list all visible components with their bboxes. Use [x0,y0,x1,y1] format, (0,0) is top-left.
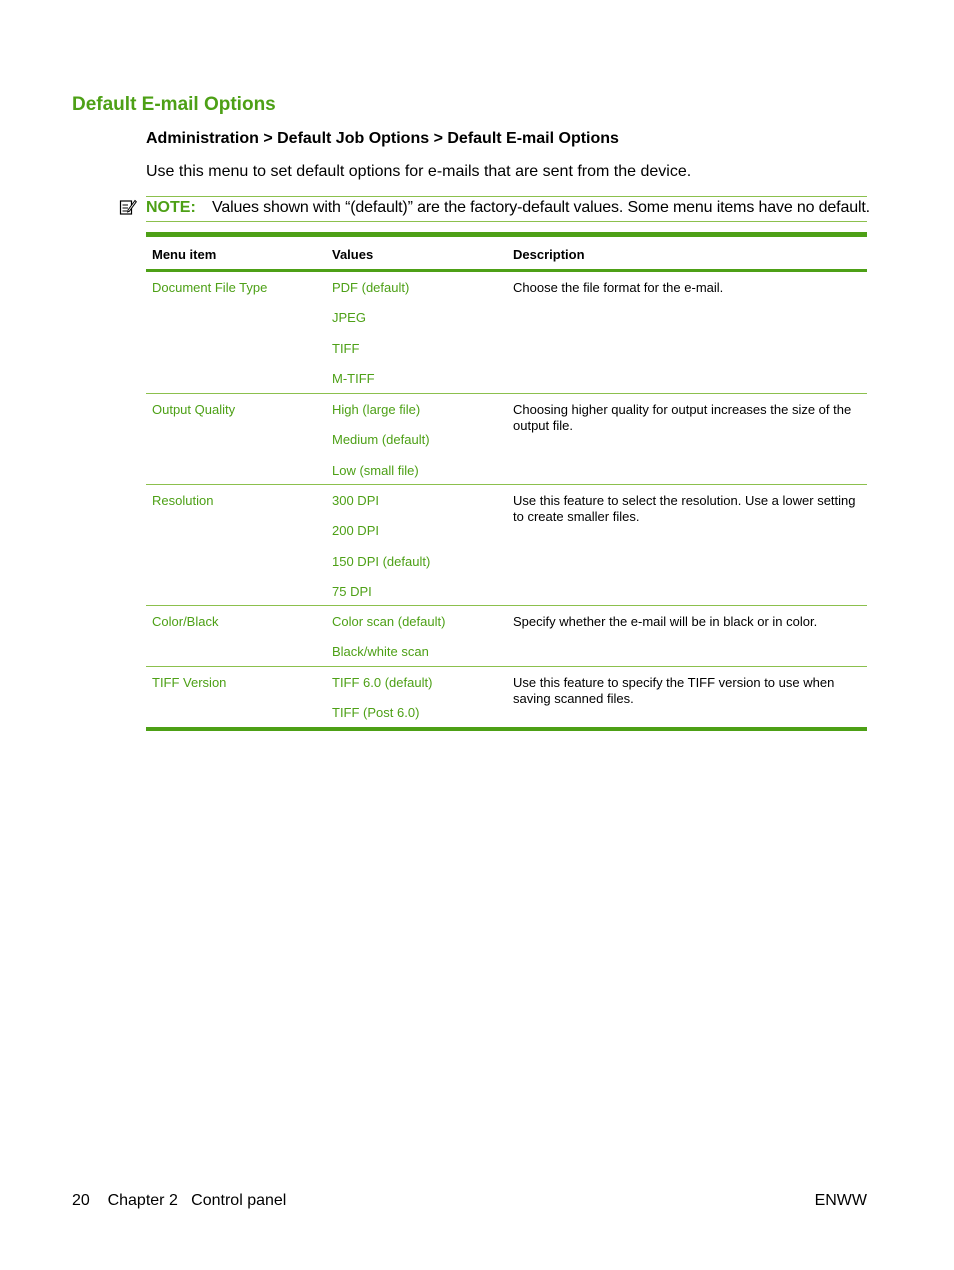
value-item: Low (small file) [332,462,419,478]
value-item: Medium (default) [332,432,430,448]
note-box [146,196,870,222]
table-row [146,394,867,485]
value-item: 150 DPI (default) [332,553,431,569]
value-item: 300 DPI [332,493,379,508]
menu-item-tiff-version: TIFF Version [152,675,227,690]
description: Specify whether the e-mail will be in black or in color. [513,614,818,629]
note-icon [119,198,137,216]
values-list [332,402,430,493]
value-item: Black/white scan [332,644,429,660]
values-list [332,493,430,614]
footer-left [72,1192,286,1210]
value-item: TIFF (Post 6.0) [332,705,420,721]
value-item: TIFF [332,340,360,356]
menu-item-color-black: Color/Black [152,614,219,629]
table-row [146,272,867,394]
value-item: Color scan (default) [332,614,446,629]
chapter-title: Chapter 2 Control panel [107,1192,287,1209]
description: Choose the file format for the e-mail. [513,280,724,295]
footer-right: ENWW [814,1192,867,1209]
page-title: Default E-mail Options [72,94,276,115]
table-row [146,485,867,606]
description: Use this feature to select the resolution. Use a lower setting to create smaller files. [513,493,856,524]
header-menu-item: Menu item [152,247,217,262]
value-item: High (large file) [332,402,421,417]
table-row [146,606,867,667]
description: Choosing higher quality for output increases the size of the output file. [513,402,852,433]
value-item: JPEG [332,310,366,326]
value-item: 75 DPI [332,583,372,599]
intro-text: Use this menu to set default options for e-mails that are sent from the device. [146,163,692,180]
page-number: 20 [72,1192,90,1209]
header-values: Values [332,247,374,262]
values-list [332,280,409,401]
values-list [332,675,432,736]
value-item: TIFF 6.0 (default) [332,675,433,690]
values-list [332,614,445,675]
note-text: Values shown with “(default)” are the factory-default values. Some menu items have no default. [212,199,870,216]
value-item: M-TIFF [332,370,375,386]
breadcrumb: Administration > Default Job Options > Default E-mail Options [146,130,619,147]
menu-item-resolution: Resolution [152,493,214,508]
menu-item-output-quality: Output Quality [152,402,236,417]
header-description: Description [513,247,585,262]
menu-item-document-file-type: Document File Type [152,280,268,295]
note-label: NOTE: [146,199,196,216]
table-header [146,232,867,272]
description: Use this feature to specify the TIFF version to use when saving scanned files. [513,675,835,706]
options-table [146,232,867,731]
value-item: 200 DPI [332,523,379,539]
value-item: PDF (default) [332,280,410,295]
table-row [146,667,867,731]
